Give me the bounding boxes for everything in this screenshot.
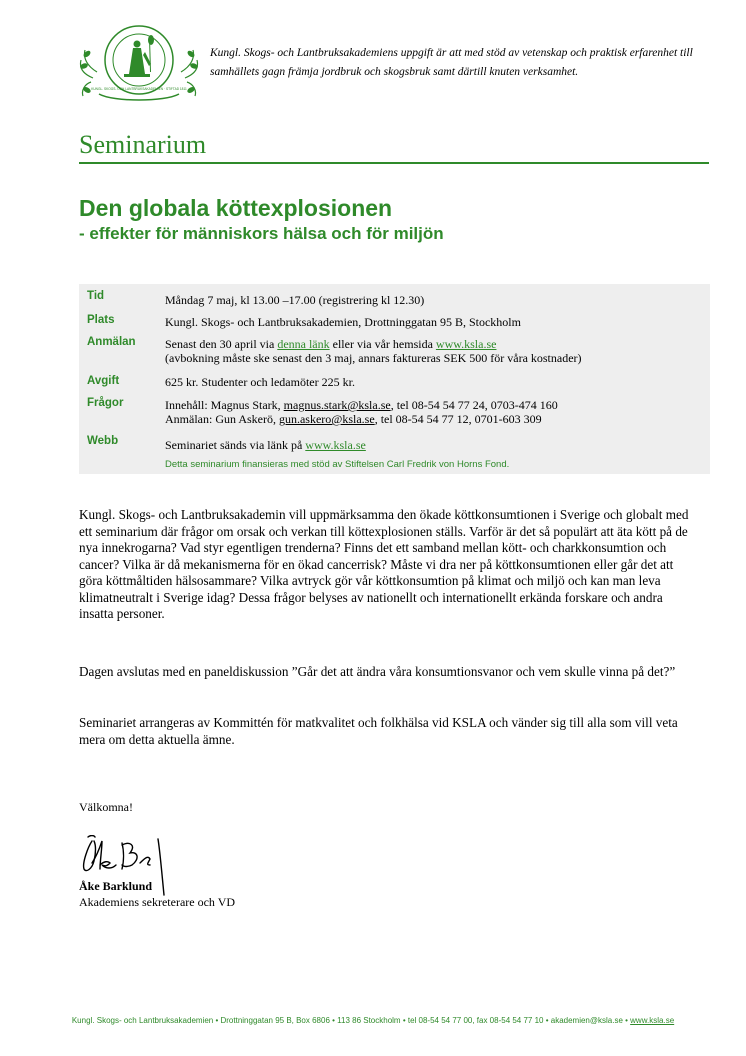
funding-note: Detta seminarium finansieras med stöd av Stiftelsen Carl Fredrik von Horns Fond. [165,459,510,470]
contact-content: Innehåll: Magnus Stark, [165,398,284,412]
academy-logo-icon [79,22,199,104]
contact-content-phone: , tel 08-54 54 77 24, 0703-474 160 [390,398,558,412]
webb-text: Seminariet sänds via länk på [165,438,306,452]
cancellation-note: (avbokning måste ske senast den 3 maj, annars faktureras SEK 500 för våra kostnader) [165,351,582,365]
info-value-anmalan [165,337,582,365]
info-label-anmalan: Anmälan [87,336,136,348]
email-link-gun[interactable]: gun.askero@ksla.se [278,412,375,426]
info-label-tid: Tid [87,290,105,302]
info-value-plats: Kungl. Skogs- och Lantbruksakademien, Drottninggatan 95 B, Stockholm [165,315,521,329]
section-title: Seminarium [79,130,207,159]
body-paragraph-3: Seminariet arrangeras av Kommittén för matkvalitet och folkhälsa vid KSLA och vänder sig till alla som vill veta mera om detta aktuella ämne. [79,715,678,747]
info-label-plats: Plats [87,314,115,326]
footer-text: Kungl. Skogs- och Lantbruksakademien • Drottninggatan 95 B, Box 6806 • 113 86 Stockholm • tel 08-54 54 77 00, fax 08-54 54 77 10 • akademien@ksla.se • [71,1016,631,1025]
anmalan-text-2: eller via vår hemsida [329,337,436,351]
info-value-avgift: 625 kr. Studenter och ledamöter 225 kr. [165,375,355,389]
info-box [79,284,710,474]
page-subtitle: - effekter för människors hälsa och för miljön [79,224,444,243]
info-value-webb [165,438,366,452]
signatory-title: Akademiens sekreterare och VD [79,895,236,909]
contact-registration: Anmälan: Gun Askerö, [165,412,279,426]
info-label-fragor: Frågor [87,397,124,409]
footer-website-link[interactable]: www.ksla.se [630,1016,675,1025]
page-title: Den globala köttexplosionen [79,195,393,221]
closing-greeting: Välkomna! [79,800,133,814]
webcast-link[interactable]: www.ksla.se [305,438,366,452]
homepage-link[interactable]: www.ksla.se [435,337,497,351]
footer [0,1016,746,1025]
registration-link[interactable]: denna länk [277,337,330,351]
svg-text:KUNGL. SKOGS- OCH LANTBRUKSAKA: KUNGL. SKOGS- OCH LANTBRUKSAKADEMIEN · STIFTAD 1811 [91,87,187,91]
info-value-fragor [165,398,558,426]
divider [79,162,709,164]
info-label-webb: Webb [87,435,119,447]
anmalan-text: Senast den 30 april via [165,337,278,351]
info-label-avgift: Avgift [87,375,120,387]
info-value-tid: Måndag 7 maj, kl 13.00 –17.00 (registrering kl 12.30) [165,293,425,307]
signatory-name: Åke Barklund [79,879,153,893]
contact-registration-phone: , tel 08-54 54 77 12, 0701-603 309 [374,412,542,426]
body-paragraph-2: Dagen avslutas med en paneldiskussion ”Går det att ändra våra konsumtionsvanor och vem skulle vinna på det?” [79,664,676,679]
email-link-magnus[interactable]: magnus.stark@ksla.se [283,398,391,412]
mission-statement: Kungl. Skogs- och Lantbruksakademiens uppgift är att med stöd av vetenskap och praktisk erfarenhet till samhällets gagn främja jordbruk och skogsbruk samt därtill knuten verksamhet. [210,47,693,78]
body-paragraph-1: Kungl. Skogs- och Lantbruksakademin vill uppmärksamma den ökade köttkonsumtionen i Sverige och globalt med ett seminarium där frågor om orsak och verkan till köttexplosionen ställs. Varför är det så populärt att äta kött på de nya innekrogarna? Vad styr egentligen trenderna? Finns det ett samband mellan kött- och charkkonsumtion och cancer? Vilka är då mekanismerna för en ökad cancerrisk? Måste vi dra ner på köttkonsumtionen eller går det att göra köttmåltiden hälsosammare? Vilka avtryck gör vår köttkonsumtion på klimat och miljö och kan man leva klimatneutralt i Sverige idag? Dessa frågor belyses av nationellt och internationellt erkända forskare och andra insatta personer. [79,507,689,621]
